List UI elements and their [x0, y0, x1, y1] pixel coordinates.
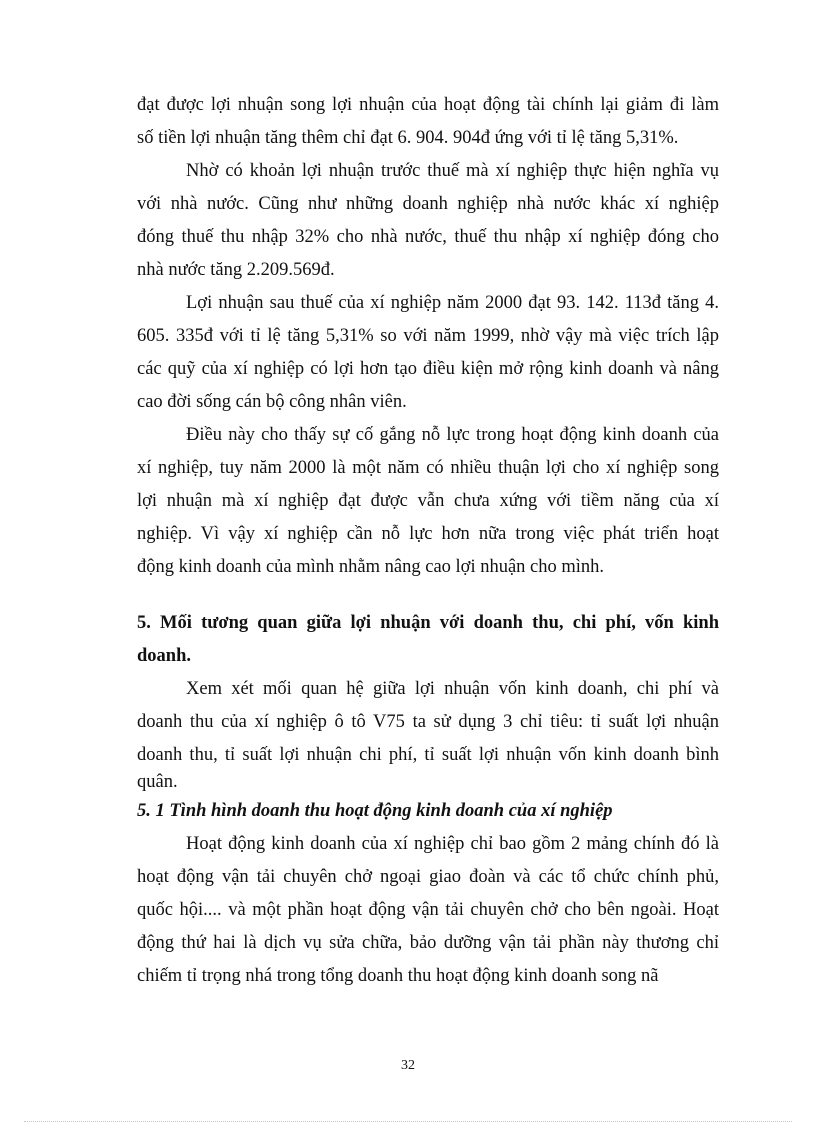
- page-number: 32: [401, 1058, 415, 1073]
- section-heading: doanh.: [137, 646, 191, 666]
- subsection-heading: 5. 1 Tình hình doanh thu hoạt động kinh doanh của xí nghiệp: [137, 801, 613, 821]
- body-text-line: với nhà nước. Cũng như những doanh nghiệp nhà nước khác xí nghiệp: [137, 194, 719, 214]
- body-text-line: số tiền lợi nhuận tăng thêm chỉ đạt 6. 904. 904đ ứng với tỉ lệ tăng 5,31%.: [137, 128, 679, 148]
- body-text-line: động kinh doanh của mình nhằm nâng cao lợi nhuận cho mình.: [137, 557, 605, 577]
- body-text-line: xí nghiệp, tuy năm 2000 là một năm có nhiều thuận lợi cho xí nghiệp song: [137, 458, 719, 478]
- body-text-line: Nhờ có khoản lợi nhuận trước thuế mà xí nghiệp thực hiện nghĩa vụ: [186, 161, 719, 181]
- body-text-line: Hoạt động kinh doanh của xí nghiệp chỉ bao gồm 2 mảng chính đó là: [186, 834, 719, 854]
- body-text-line: các quỹ của xí nghiệp có lợi hơn tạo điều kiện mở rộng kinh doanh và nâng: [137, 359, 719, 379]
- body-text-line: Lợi nhuận sau thuế của xí nghiệp năm 2000 đạt 93. 142. 113đ tăng 4.: [186, 293, 719, 313]
- body-text-line: hoạt động vận tải chuyên chở ngoại giao đoàn và các tổ chức chính phủ,: [137, 867, 719, 887]
- body-text-line: động thứ hai là dịch vụ sửa chữa, bảo dưỡng vận tải phần này thương chỉ: [137, 933, 719, 953]
- body-text-line: chiếm tỉ trọng nhá trong tổng doanh thu hoạt động kinh doanh song nã: [137, 966, 659, 986]
- body-text-line: 605. 335đ với tỉ lệ tăng 5,31% so với năm 1999, nhờ vậy mà việc trích lập: [137, 326, 719, 346]
- body-text-line: quân.: [137, 772, 178, 792]
- page-bottom-border: [24, 1121, 792, 1122]
- body-text-line: Điều này cho thấy sự cố gắng nỗ lực trong hoạt động kinh doanh của: [186, 425, 719, 445]
- body-text-line: nghiệp. Vì vậy xí nghiệp cần nỗ lực hơn nữa trong việc phát triển hoạt: [137, 524, 719, 544]
- body-text-line: doanh thu của xí nghiệp ô tô V75 ta sử dụng 3 chỉ tiêu: tỉ suất lợi nhuận: [137, 712, 719, 732]
- body-text-line: lợi nhuận mà xí nghiệp đạt được vẫn chưa xứng với tiềm năng của xí: [137, 491, 719, 511]
- body-text-line: nhà nước tăng 2.209.569đ.: [137, 260, 335, 280]
- body-text-line: quốc hội.... và một phần hoạt động vận tải chuyên chở cho bên ngoài. Hoạt: [137, 900, 719, 920]
- body-text-line: Xem xét mối quan hệ giữa lợi nhuận vốn kinh doanh, chi phí và: [186, 679, 719, 699]
- body-text-line: đạt được lợi nhuận song lợi nhuận của hoạt động tài chính lại giảm đi làm: [137, 95, 719, 115]
- body-text-line: doanh thu, tỉ suất lợi nhuận chi phí, tỉ suất lợi nhuận vốn kinh doanh bình: [137, 745, 719, 765]
- section-heading: 5. Mối tương quan giữa lợi nhuận với doanh thu, chi phí, vốn kinh: [137, 613, 719, 633]
- body-text-line: cao đời sống cán bộ công nhân viên.: [137, 392, 407, 412]
- body-text-line: đóng thuế thu nhập 32% cho nhà nước, thuế thu nhập xí nghiệp đóng cho: [137, 227, 719, 247]
